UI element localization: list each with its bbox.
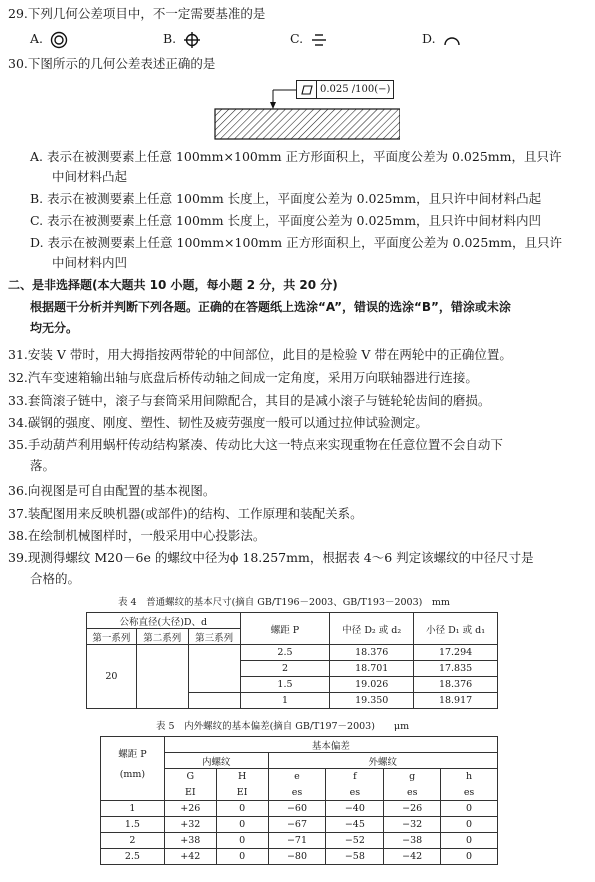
table4-header-series1: 第一系列 xyxy=(87,629,137,645)
table4-cell: 18.701 xyxy=(330,661,414,677)
table5-cell: −40 xyxy=(326,801,384,817)
table4-cell: 17.294 xyxy=(414,645,498,661)
q30-option-c: C. 表示在被测要素上任意 100mm 长度上，平面度公差为 0.025mm，且只许中间材料内凹 xyxy=(30,213,542,228)
q35-cont: 落。 xyxy=(30,458,56,473)
table4-cell: 17.835 xyxy=(414,661,498,677)
concentricity-icon xyxy=(50,31,68,49)
table5-header-unit: (mm) xyxy=(101,769,165,801)
table5-cell: 2 xyxy=(101,833,165,849)
table5-cell: 0 xyxy=(216,833,268,849)
table5 xyxy=(100,736,498,865)
table5-sub: es xyxy=(326,785,384,801)
table5-cell: +42 xyxy=(164,849,216,865)
table5-cell: −80 xyxy=(268,849,326,865)
table4-nominal: 20 xyxy=(87,645,137,709)
table5-caption: 表 5 内外螺纹的基本偏差(摘自 GB/T197－2003) μm xyxy=(156,721,410,732)
q29-stem: 29.下列几何公差项目中，不一定需要基准的是 xyxy=(8,6,266,21)
q29-option-c xyxy=(290,30,328,49)
table5-header-external: 外螺纹 xyxy=(268,753,497,769)
tolerance-value: 0.025 /100(−) xyxy=(320,84,391,95)
table5-cell: +38 xyxy=(164,833,216,849)
table5-cell: −60 xyxy=(268,801,326,817)
table4-cell: 2.5 xyxy=(240,645,330,661)
q36: 36.向视图是可自由配置的基本视图。 xyxy=(8,483,216,498)
table5-cell: 0 xyxy=(441,849,498,865)
table4-header-pitch: 螺距 P xyxy=(240,613,330,645)
table5-cell: 0 xyxy=(216,817,268,833)
table5-cell: −45 xyxy=(326,817,384,833)
table4-header-series3: 第三系列 xyxy=(188,629,240,645)
option-letter: C. xyxy=(290,31,304,46)
table5-sub: EI xyxy=(164,785,216,801)
table5-cell: +32 xyxy=(164,817,216,833)
table5-cell: −32 xyxy=(384,817,441,833)
q29-option-b xyxy=(163,30,201,49)
table5-col: g xyxy=(384,769,441,785)
table5-cell: 1 xyxy=(101,801,165,817)
table5-cell: 2.5 xyxy=(101,849,165,865)
hatched-part xyxy=(215,109,400,139)
q30-option-d: D. 表示在被测要素上任意 100mm×100mm 正方形面积上，平面度公差为 0.025mm，且只许 xyxy=(30,235,563,250)
table5-sub: es xyxy=(268,785,326,801)
q34: 34.碳钢的强度、刚度、塑性、韧性及疲劳强度一般可以通过拉伸试验测定。 xyxy=(8,415,428,430)
q37: 37.装配图用来反映机器(或部件)的结构、工作原理和装配关系。 xyxy=(8,506,363,521)
table4-cell: 2 xyxy=(240,661,330,677)
table5-cell: −58 xyxy=(326,849,384,865)
table5-cell: +26 xyxy=(164,801,216,817)
table5-cell: 0 xyxy=(441,833,498,849)
table5-cell: 0 xyxy=(216,801,268,817)
q32: 32.汽车变速箱输出轴与底盘后桥传动轴之间成一定角度，采用万向联轴器进行连接。 xyxy=(8,370,478,385)
table-row xyxy=(101,833,498,849)
table4-cell: 1.5 xyxy=(240,677,330,693)
table5-header-pitch: 螺距 P xyxy=(101,737,165,769)
table4-cell: 18.376 xyxy=(414,677,498,693)
table5-cell: 0 xyxy=(441,817,498,833)
section2-title: 二、是非选择题(本大题共 10 小题，每小题 2 分，共 20 分) xyxy=(8,278,338,292)
table5-sub: es xyxy=(384,785,441,801)
table5-cell: −38 xyxy=(384,833,441,849)
table4-cell: 1 xyxy=(240,693,330,709)
line-profile-icon xyxy=(443,31,461,49)
option-letter: A. xyxy=(30,31,44,46)
table4-cell: 18.917 xyxy=(414,693,498,709)
table4-header-d1: 小径 D₁ 或 d₁ xyxy=(414,613,498,645)
table4-cell: 18.376 xyxy=(330,645,414,661)
q30-option-d-cont: 中间材料内凹 xyxy=(52,255,128,270)
q30-option-a: A. 表示在被测要素上任意 100mm×100mm 正方形面积上，平面度公差为 0.025mm，且只许 xyxy=(30,149,562,164)
q39-cont: 合格的。 xyxy=(30,571,81,586)
table5-sub: EI xyxy=(216,785,268,801)
tolerance-frame xyxy=(296,80,394,99)
q38: 38.在绘制机械图样时，一般采用中心投影法。 xyxy=(8,528,266,543)
q30-option-b: B. 表示在被测要素上任意 100mm 长度上，平面度公差为 0.025mm，且只许中间材料凸起 xyxy=(30,191,542,206)
q29-option-a xyxy=(30,30,68,49)
table5-cell: 0 xyxy=(441,801,498,817)
table5-sub: es xyxy=(441,785,498,801)
q30-option-a-cont: 中间材料凸起 xyxy=(52,169,128,184)
table5-cell: 1.5 xyxy=(101,817,165,833)
table-row xyxy=(87,645,498,661)
leader-arrow xyxy=(270,102,276,109)
table4-cell: 19.350 xyxy=(330,693,414,709)
table5-col: h xyxy=(441,769,498,785)
table5-cell: −42 xyxy=(384,849,441,865)
option-letter: D. xyxy=(422,31,436,46)
q33: 33.套筒滚子链中，滚子与套筒采用间隙配合，其目的是减小滚子与链轮轮齿间的磨损。 xyxy=(8,393,491,408)
table-row xyxy=(101,817,498,833)
table5-cell: −26 xyxy=(384,801,441,817)
table4-caption: 表 4 普通螺纹的基本尺寸(摘自 GB/T196－2003、GB/T193－2003) mm xyxy=(118,597,450,608)
table4-header-series2: 第二系列 xyxy=(136,629,188,645)
table5-col: f xyxy=(326,769,384,785)
section2-instruction: 根据题干分析并判断下列各题。正确的在答题纸上选涂“A”，错误的选涂“B”，错涂或未涂 xyxy=(30,300,511,314)
table4-cell: 19.026 xyxy=(330,677,414,693)
table4-header-nominal: 公称直径(大径)D、d xyxy=(87,613,241,629)
table5-header-basic: 基本偏差 xyxy=(164,737,497,753)
table4 xyxy=(86,612,498,709)
table5-header-internal: 内螺纹 xyxy=(164,753,268,769)
table-row xyxy=(101,801,498,817)
table-row xyxy=(101,849,498,865)
table5-cell: 0 xyxy=(216,849,268,865)
table4-header-d2: 中径 D₂ 或 d₂ xyxy=(330,613,414,645)
table5-cell: −52 xyxy=(326,833,384,849)
position-icon xyxy=(183,31,201,49)
q29-option-d xyxy=(422,30,461,49)
table5-col: e xyxy=(268,769,326,785)
table5-cell: −67 xyxy=(268,817,326,833)
table5-col: G xyxy=(164,769,216,785)
q35: 35.手动葫芦利用蜗杆传动结构紧凑、传动比大这一特点来实现重物在任意位置不会自动下 xyxy=(8,437,503,452)
q30-stem: 30.下图所示的几何公差表述正确的是 xyxy=(8,56,216,71)
table5-col: H xyxy=(216,769,268,785)
flatness-icon xyxy=(297,81,317,98)
q39: 39.现测得螺纹 M20－6e 的螺纹中径为ϕ 18.257mm，根据表 4～6 判定该螺纹的中径尺寸是 xyxy=(8,550,534,565)
q31: 31.安装 V 带时，用大拇指按两带轮的中间部位，此目的是检验 V 带在两轮中的正确位置。 xyxy=(8,347,512,362)
symmetry-icon xyxy=(310,31,328,49)
section2-instruction-cont: 均无分。 xyxy=(30,321,79,335)
table5-cell: −71 xyxy=(268,833,326,849)
option-letter: B. xyxy=(163,31,177,46)
